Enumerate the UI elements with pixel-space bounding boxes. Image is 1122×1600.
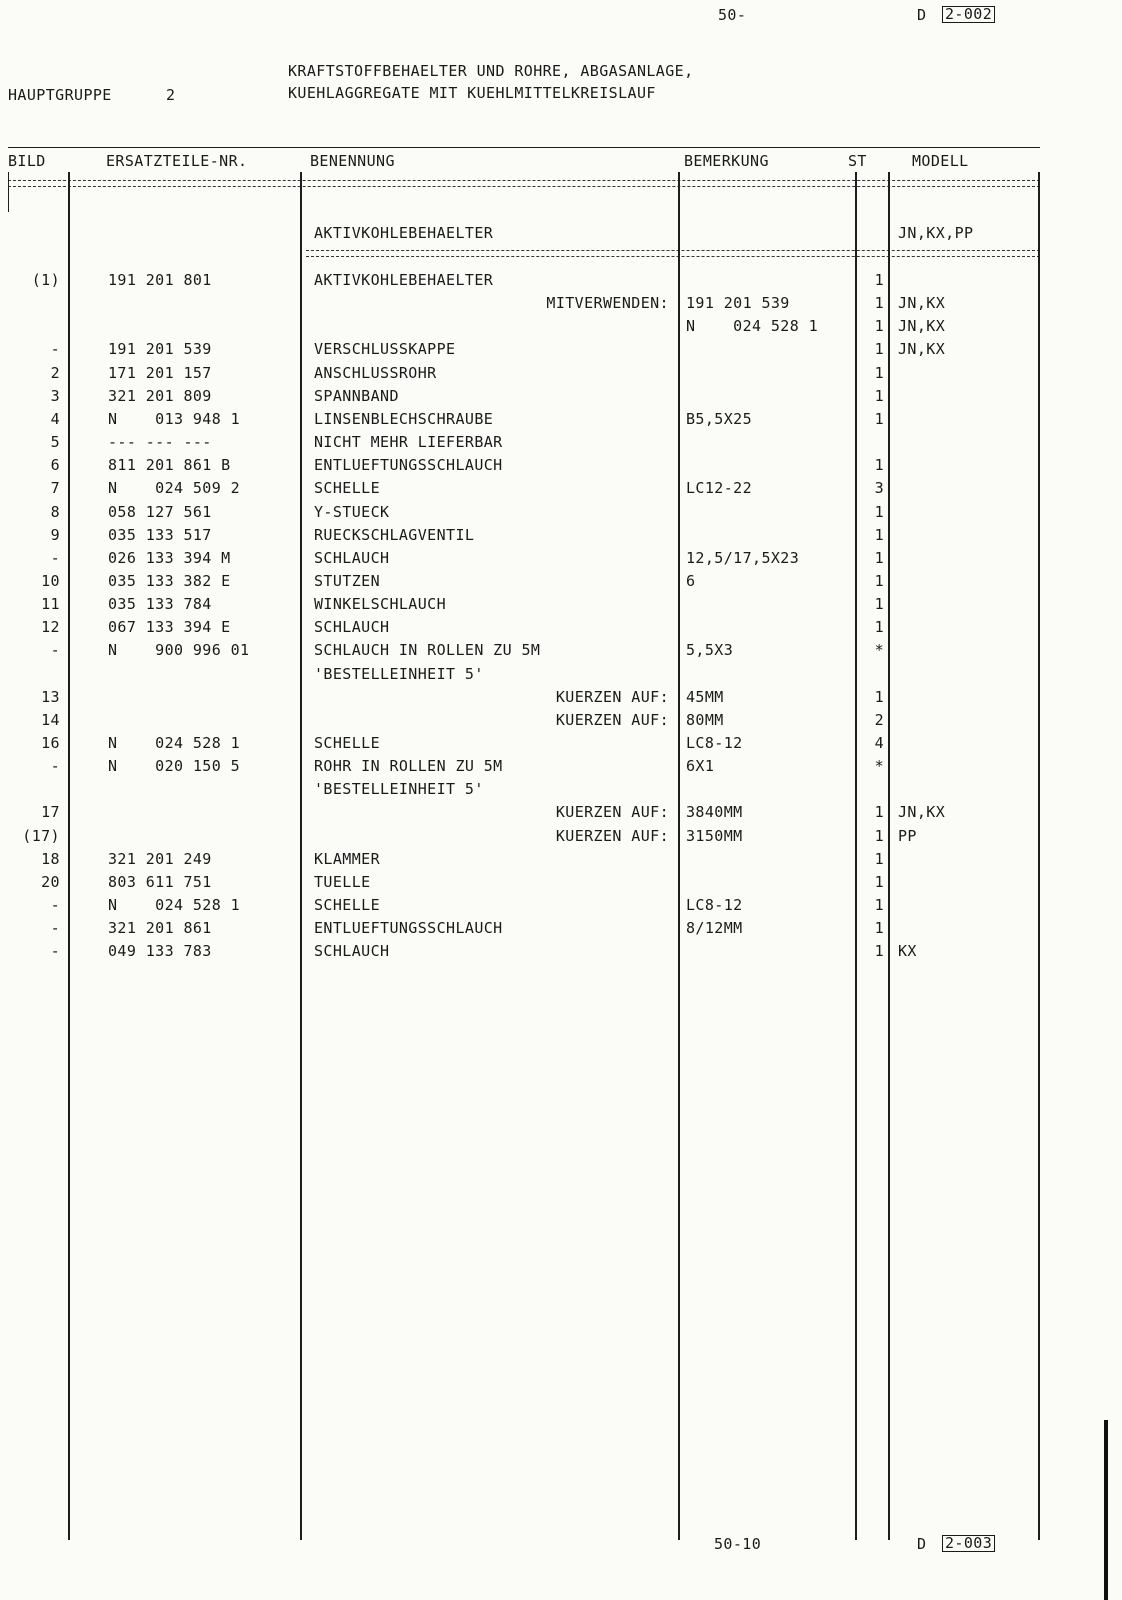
cell-bild: 18 [41,849,60,868]
cell-name: SCHELLE [314,479,381,498]
header-double-rule [8,180,1040,187]
cell-nr: 191 201 801 [108,271,212,289]
cell-bild: - [50,340,60,359]
cell-st: * [874,641,884,660]
cell-bild: - [50,757,60,776]
cell-bem: 12,5/17,5X23 [686,548,800,567]
cell-st: 2 [874,710,884,729]
col-bild: BILD [8,152,46,170]
col-st: ST [848,152,867,170]
header-top-rule [8,147,1040,148]
cell-bild: - [50,942,60,961]
cell-mod: KX [898,942,917,961]
cell-st: 1 [874,826,884,845]
cell-bild: - [50,641,60,660]
table-row [0,849,1122,872]
cell-name: ENTLUEFTUNGSSCHLAUCH [314,919,503,938]
cell-name: SCHLAUCH [314,942,390,961]
cell-name: NICHT MEHR LIEFERBAR [314,433,503,452]
cell-nr: N 024 528 1 [108,896,241,915]
cell-st: 1 [874,548,884,567]
cell-bild: 9 [50,525,60,544]
cell-nr: 191 201 539 [108,340,212,359]
cell-bild: (1) [31,271,60,289]
cell-nr: 321 201 249 [108,849,212,868]
cell-nr: 321 201 809 [108,386,212,405]
cell-nr: 058 127 561 [108,502,212,521]
cell-st: 1 [874,687,884,706]
cell-name: KUERZEN AUF: [555,687,669,706]
cell-name: SCHELLE [314,896,381,915]
cell-st: 3 [874,479,884,498]
cell-st: 1 [874,803,884,822]
cell-name: ANSCHLUSSROHR [314,363,437,382]
table-row [0,687,1122,710]
cell-bild: 7 [50,479,60,498]
cell-st: 1 [874,271,884,289]
cell-st: 1 [874,409,884,428]
cell-name: SPANNBAND [314,386,399,405]
cell-st: * [874,757,884,776]
cell-name: WINKELSCHLAUCH [314,595,447,614]
cell-bild: - [50,919,60,938]
cell-bild: 10 [41,571,60,590]
table-row [0,409,1122,432]
cell-bem: 5,5X3 [686,641,734,660]
cell-bild: - [50,548,60,567]
page-number-bottom: 50-10 [714,1535,762,1553]
cell-bild: 8 [50,502,60,521]
table-row [0,918,1122,941]
cell-bem: LC12-22 [686,479,753,498]
cell-mod: PP [898,826,917,845]
cell-name: LINSENBLECHSCHRAUBE [314,409,494,428]
cell-bem: 3150MM [686,826,743,845]
table-row [0,895,1122,918]
cell-nr: 049 133 783 [108,942,212,961]
cell-bem: 6X1 [686,757,715,776]
cell-name: ENTLUEFTUNGSSCHLAUCH [314,456,503,475]
sheet-prefix-top: D [917,6,927,24]
table-row [0,502,1122,525]
table-row [0,710,1122,733]
section-modell: JN,KX,PP [898,224,974,242]
cell-nr: 067 133 394 E [108,618,231,637]
table-row [0,455,1122,478]
table-row [0,316,1122,339]
cell-nr: N 020 150 5 [108,757,241,776]
cell-st: 1 [874,849,884,868]
col-modell: MODELL [912,152,969,170]
table-row [0,826,1122,849]
cell-name: SCHLAUCH IN ROLLEN ZU 5M [314,641,541,660]
cell-st: 1 [874,595,884,614]
table-row [0,571,1122,594]
cell-nr: 026 133 394 M [108,548,231,567]
cell-bild: 13 [41,687,60,706]
cell-st: 1 [874,618,884,637]
cell-st: 1 [874,363,884,382]
col-benennung: BENENNUNG [310,152,395,170]
page-title-line1: KRAFTSTOFFBEHAELTER UND ROHRE, ABGASANLAGE, [288,62,694,80]
sheet-id-bottom: 2-003 [942,1535,995,1552]
cell-bem: LC8-12 [686,896,743,915]
cell-bem: B5,5X25 [686,409,753,428]
cell-bild: 6 [50,456,60,475]
table-row [0,339,1122,362]
cell-bild: 12 [41,618,60,637]
cell-st: 1 [874,896,884,915]
table-row [0,594,1122,617]
cell-st: 1 [874,317,884,336]
table-row [0,270,1122,293]
table-row [0,432,1122,455]
cell-st: 1 [874,872,884,891]
cell-name: KUERZEN AUF: [555,803,669,822]
cell-bild: 17 [41,803,60,822]
table-row [0,293,1122,316]
cell-bem: 191 201 539 [686,294,790,313]
table-row [0,617,1122,640]
cell-bild: - [50,896,60,915]
cell-mod: JN,KX [898,317,946,336]
cell-name: TUELLE [314,872,371,891]
cell-bem: 3840MM [686,803,743,822]
cell-bild: 14 [41,710,60,729]
cell-name: 'BESTELLEINHEIT 5' [314,780,484,799]
cell-nr: 321 201 861 [108,919,212,938]
cell-nr: N 024 509 2 [108,479,241,498]
cell-bild: (17) [22,826,60,845]
table-row [0,363,1122,386]
cell-name: RUECKSCHLAGVENTIL [314,525,475,544]
cell-name: 'BESTELLEINHEIT 5' [314,664,484,683]
table-row [0,872,1122,895]
table-row [0,640,1122,663]
cell-name: ROHR IN ROLLEN ZU 5M [314,757,503,776]
table-row [0,802,1122,825]
cell-st: 1 [874,942,884,961]
cell-bild: 4 [50,409,60,428]
table-row [0,756,1122,779]
cell-st: 1 [874,294,884,313]
cell-mod: JN,KX [898,294,946,313]
page-title-line2: KUEHLAGGREGATE MIT KUEHLMITTELKREISLAUF [288,84,656,102]
cell-bem: 80MM [686,710,724,729]
sheet-prefix-bottom: D [917,1535,927,1553]
cell-bild: 11 [41,595,60,614]
cell-st: 1 [874,386,884,405]
group-label: HAUPTGRUPPE [8,86,112,104]
table-row [0,525,1122,548]
cell-bild: 3 [50,386,60,405]
table-row [0,733,1122,756]
cell-name: STUTZEN [314,571,381,590]
cell-bem: N 024 528 1 [686,317,819,336]
cell-name: AKTIVKOHLEBEHAELTER [314,271,494,289]
col-teilenr: ERSATZTEILE-NR. [106,152,248,170]
cell-nr: N 013 948 1 [108,409,241,428]
cell-st: 1 [874,919,884,938]
cell-bild: 16 [41,734,60,752]
cell-bem: 45MM [686,687,724,706]
cell-nr: 035 133 784 [108,595,212,614]
cell-st: 1 [874,502,884,521]
cell-name: SCHELLE [314,734,381,752]
cell-name: KLAMMER [314,849,381,868]
cell-name: VERSCHLUSSKAPPE [314,340,456,359]
table-row [0,664,1122,687]
left-edge [8,172,9,212]
cell-nr: 171 201 157 [108,363,212,382]
cell-nr: 035 133 382 E [108,571,231,590]
cell-st: 4 [874,734,884,752]
table-row [0,779,1122,802]
cell-mod: JN,KX [898,340,946,359]
group-number: 2 [166,86,176,104]
cell-bem: 6 [686,571,696,590]
cell-name: SCHLAUCH [314,548,390,567]
cell-st: 1 [874,571,884,590]
cell-bild: 20 [41,872,60,891]
cell-bild: 2 [50,363,60,382]
cell-nr: 811 201 861 B [108,456,231,475]
scan-edge-mark [1104,1420,1108,1600]
cell-st: 1 [874,456,884,475]
cell-name: MITVERWENDEN: [546,294,669,313]
cell-bem: LC8-12 [686,734,743,752]
page-number-top: 50- [718,6,747,24]
cell-bild: 5 [50,433,60,452]
table-row [0,478,1122,501]
section-double-rule [306,250,1040,257]
col-bemerkung: BEMERKUNG [684,152,769,170]
cell-name: KUERZEN AUF: [555,826,669,845]
cell-nr: 803 611 751 [108,872,212,891]
table-row [0,548,1122,571]
sheet-id-top: 2-002 [942,6,995,23]
section-title: AKTIVKOHLEBEHAELTER [314,224,494,242]
cell-nr: 035 133 517 [108,525,212,544]
cell-nr: N 024 528 1 [108,734,241,752]
table-row [0,941,1122,964]
cell-nr: N 900 996 01 [108,641,250,660]
cell-st: 1 [874,525,884,544]
cell-mod: JN,KX [898,803,946,822]
cell-name: KUERZEN AUF: [555,710,669,729]
cell-name: SCHLAUCH [314,618,390,637]
cell-nr: --- --- --- [108,433,212,452]
cell-st: 1 [874,340,884,359]
cell-name: Y-STUECK [314,502,390,521]
table-row [0,386,1122,409]
cell-bem: 8/12MM [686,919,743,938]
